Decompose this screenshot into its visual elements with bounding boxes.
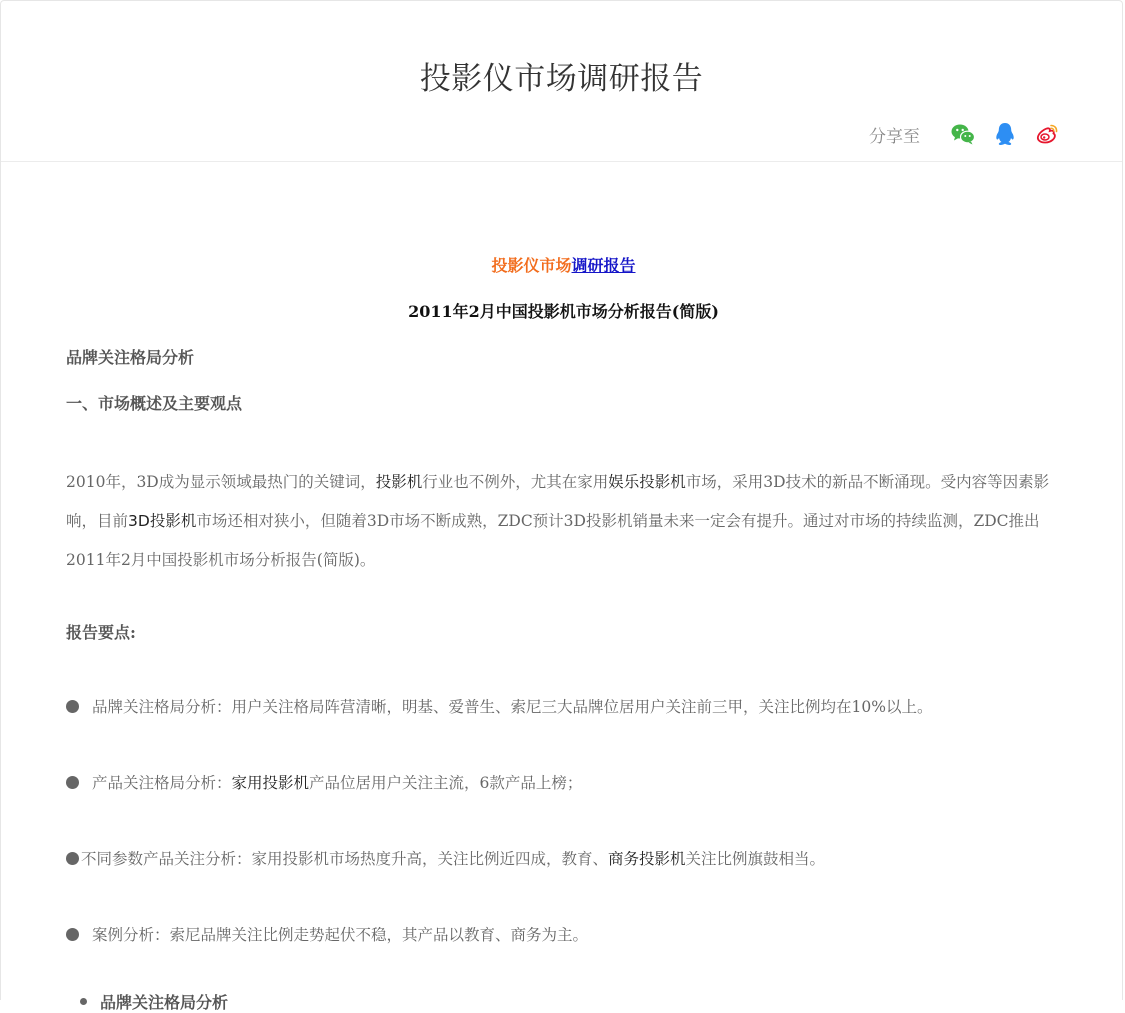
list-item-text: 不同参数产品关注分析：家用投影机市场热度升高，关注比例近四成，教育、商务投影机关注比例旗鼓相当。	[81, 850, 826, 868]
intro-paragraph	[66, 463, 1061, 580]
share-bar	[869, 121, 1060, 147]
report-points-title: 报告要点:	[66, 623, 136, 642]
article-title-orange: 投影仪市场	[491, 256, 572, 275]
next-section-heading-text: 品牌关注格局分析	[100, 992, 229, 1012]
article-title-link[interactable]: 调研报告	[571, 256, 636, 275]
list-item	[66, 694, 1061, 718]
list-item	[66, 922, 1061, 946]
list-item	[66, 846, 1061, 870]
intro-text-2: 行业也不例外，尤其在家用	[422, 473, 609, 491]
keyword-entertainment-projector: 娱乐投影机	[608, 473, 686, 491]
section-heading-overview: 一、市场概述及主要观点	[66, 394, 243, 413]
page-title: 投影仪市场调研报告	[419, 61, 704, 97]
keyword-projector: 投影机	[375, 473, 423, 491]
wechat-icon[interactable]	[950, 121, 976, 147]
list-item	[66, 770, 1061, 794]
intro-text-4: 市场还相对狭小，但随着3D市场不断成熟，ZDC预计3D投影机销量未来一定会有提升。通过对市场的持续监测，ZDC推出2011年2月中国投影机市场分析报告(简版)。	[66, 512, 1040, 569]
bullet-dot	[66, 776, 79, 789]
article-title	[66, 253, 1061, 275]
bullet-dot	[66, 700, 79, 713]
weibo-icon[interactable]	[1034, 121, 1060, 147]
qq-icon[interactable]	[992, 121, 1018, 147]
intro-text-3: 市场，采用3D技术的新品不断涌现。受内容等因素影响，目前	[66, 473, 1050, 530]
section-heading-brand: 品牌关注格局分析	[66, 348, 195, 367]
intro-text-1: 2010年，3D成为显示领域最热门的关键词，	[66, 473, 376, 491]
list-item-text: 案例分析：索尼品牌关注比例走势起伏不稳，其产品以教育、商务为主。	[92, 926, 589, 944]
list-item-text: 品牌关注格局分析：用户关注格局阵营清晰，明基、爱普生、索尼三大品牌位居用户关注前三甲，关注比例均在10%以上。	[92, 698, 933, 716]
bullet-dot	[66, 928, 79, 941]
article-subtitle: 2011年2月中国投影机市场分析报告(简版)	[408, 302, 719, 321]
bullet-dot	[80, 998, 87, 1005]
bullet-dot	[66, 852, 79, 865]
article-body	[66, 161, 1061, 1012]
list-item-text: 产品关注格局分析：家用投影机产品位居用户关注主流，6款产品上榜；	[92, 774, 583, 792]
next-section-heading	[66, 990, 1061, 1012]
share-label: 分享至	[869, 126, 920, 147]
keyword-3d-projector: 3D投影机	[128, 512, 197, 530]
page-header	[1, 1, 1122, 162]
keyword-business-projector: 商务投影机	[608, 850, 686, 868]
keyword-home-projector: 家用投影机	[231, 774, 310, 792]
